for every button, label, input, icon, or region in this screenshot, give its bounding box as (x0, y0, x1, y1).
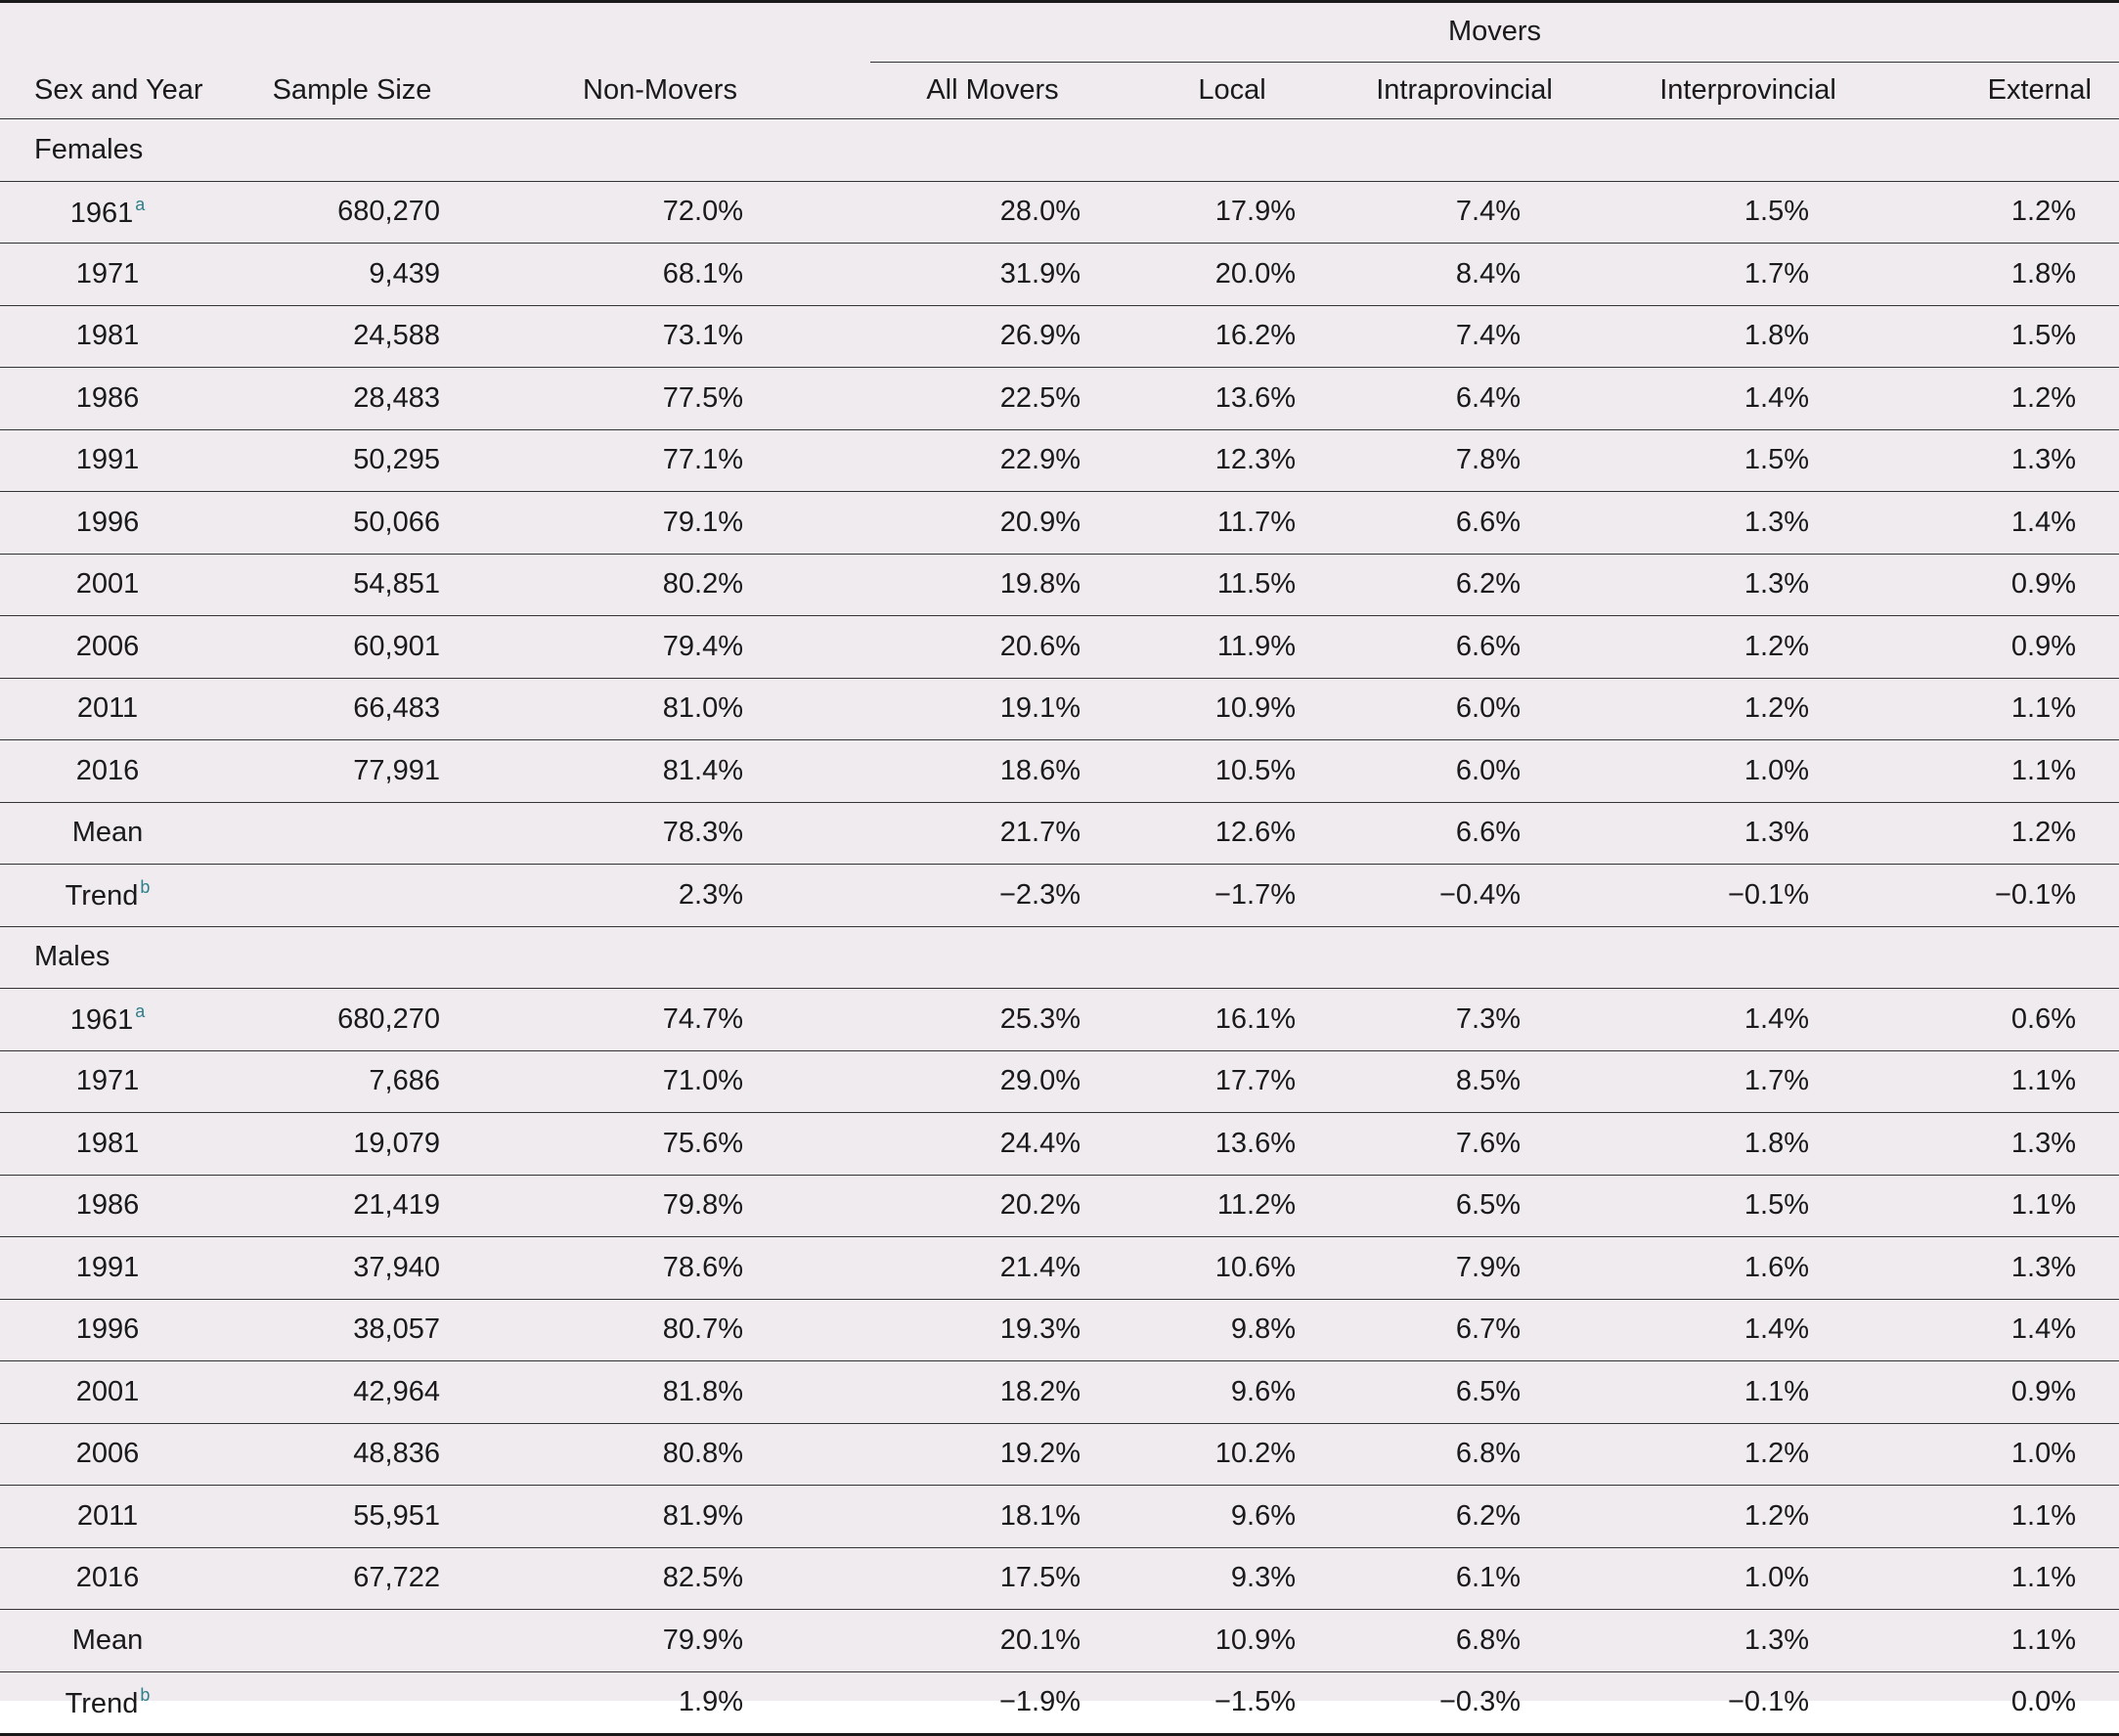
local-cell: 11.2% (1095, 1175, 1330, 1237)
interprovincial-cell: 1.4% (1589, 368, 1897, 430)
sample-size-cell: 24,588 (235, 305, 518, 368)
year-label: Mean (71, 817, 144, 849)
col-header-sample-size: Sample Size (235, 63, 518, 119)
intraprovincial-cell: 6.6% (1330, 802, 1589, 865)
interprovincial-cell: 1.0% (1589, 1547, 1897, 1610)
non-movers-cell: 81.9% (518, 1486, 870, 1548)
table-row (0, 1361, 2119, 1424)
non-movers-cell: 71.0% (518, 1050, 870, 1113)
non-movers-cell: 1.9% (518, 1671, 870, 1735)
year-cell (0, 678, 235, 740)
non-movers-cell: 73.1% (518, 305, 870, 368)
all-movers-cell: 19.3% (870, 1299, 1095, 1361)
local-cell: −1.5% (1095, 1671, 1330, 1735)
sample-size-cell: 28,483 (235, 368, 518, 430)
sample-size-cell: 37,940 (235, 1237, 518, 1300)
table-row (0, 1175, 2119, 1237)
intraprovincial-cell: 6.5% (1330, 1175, 1589, 1237)
intraprovincial-cell: 8.5% (1330, 1050, 1589, 1113)
local-cell: 9.3% (1095, 1547, 1330, 1610)
year-label: 1981 (75, 320, 140, 352)
intraprovincial-cell: 6.7% (1330, 1299, 1589, 1361)
local-cell: 10.2% (1095, 1423, 1330, 1486)
sample-size-cell: 67,722 (235, 1547, 518, 1610)
year-cell (0, 1671, 235, 1735)
year-label: 1971 (75, 257, 140, 289)
year-cell (0, 429, 235, 492)
sample-size-cell: 42,964 (235, 1361, 518, 1424)
all-movers-cell: 18.2% (870, 1361, 1095, 1424)
sample-size-cell: 50,295 (235, 429, 518, 492)
external-cell: 1.1% (1897, 1486, 2119, 1548)
year-label: 1996 (75, 506, 140, 538)
sample-size-cell: 77,991 (235, 740, 518, 803)
col-header-interprovincial: Interprovincial (1589, 63, 1897, 119)
external-cell: 1.1% (1897, 1175, 2119, 1237)
year-label: 1986 (75, 381, 140, 414)
year-label: 2006 (75, 1438, 140, 1470)
year-cell (0, 802, 235, 865)
external-cell: 1.4% (1897, 1299, 2119, 1361)
year-label: 1991 (75, 444, 140, 476)
sample-size-cell: 50,066 (235, 492, 518, 555)
external-cell: 1.1% (1897, 740, 2119, 803)
interprovincial-cell: −0.1% (1589, 1671, 1897, 1735)
sample-size-cell: 9,439 (235, 244, 518, 306)
interprovincial-cell: 1.7% (1589, 1050, 1897, 1113)
intraprovincial-cell: 7.3% (1330, 989, 1589, 1051)
interprovincial-cell: 1.3% (1589, 492, 1897, 555)
year-label: Mean (71, 1624, 144, 1656)
all-movers-cell: 22.5% (870, 368, 1095, 430)
section-row (0, 119, 2119, 182)
footnote-marker[interactable]: a (135, 194, 146, 214)
all-movers-cell: 18.6% (870, 740, 1095, 803)
external-cell: 1.3% (1897, 1237, 2119, 1300)
non-movers-cell: 74.7% (518, 989, 870, 1051)
interprovincial-cell: 1.5% (1589, 429, 1897, 492)
table-row (0, 305, 2119, 368)
col-header-sex-year: Sex and Year (0, 63, 235, 119)
year-label: 2001 (75, 568, 140, 601)
sample-size-cell: 19,079 (235, 1113, 518, 1176)
table-row (0, 181, 2119, 244)
interprovincial-cell: 1.2% (1589, 1486, 1897, 1548)
interprovincial-cell: 1.3% (1589, 802, 1897, 865)
intraprovincial-cell: −0.4% (1330, 865, 1589, 927)
table-row (0, 740, 2119, 803)
local-cell: 11.9% (1095, 616, 1330, 679)
intraprovincial-cell: 7.6% (1330, 1113, 1589, 1176)
non-movers-cell: 78.6% (518, 1237, 870, 1300)
sample-size-cell (235, 1610, 518, 1672)
intraprovincial-cell: 6.8% (1330, 1423, 1589, 1486)
table-row (0, 1237, 2119, 1300)
all-movers-cell: 24.4% (870, 1113, 1095, 1176)
external-cell: 1.2% (1897, 368, 2119, 430)
interprovincial-cell: 1.2% (1589, 678, 1897, 740)
table-row (0, 616, 2119, 679)
year-cell (0, 244, 235, 306)
external-cell: 1.3% (1897, 1113, 2119, 1176)
interprovincial-cell: 1.2% (1589, 616, 1897, 679)
table-row (0, 244, 2119, 306)
intraprovincial-cell: −0.3% (1330, 1671, 1589, 1735)
non-movers-cell: 82.5% (518, 1547, 870, 1610)
non-movers-cell: 78.3% (518, 802, 870, 865)
local-cell: 13.6% (1095, 368, 1330, 430)
interprovincial-cell: 1.1% (1589, 1361, 1897, 1424)
intraprovincial-cell: 7.9% (1330, 1237, 1589, 1300)
all-movers-cell: 19.8% (870, 554, 1095, 616)
year-cell (0, 181, 235, 244)
table-row (0, 802, 2119, 865)
col-header-all-movers: All Movers (870, 63, 1095, 119)
table-row (0, 492, 2119, 555)
footnote-marker[interactable]: b (140, 1684, 151, 1705)
sample-size-cell: 38,057 (235, 1299, 518, 1361)
intraprovincial-cell: 6.2% (1330, 1486, 1589, 1548)
sample-size-cell: 48,836 (235, 1423, 518, 1486)
external-cell: 0.9% (1897, 616, 2119, 679)
sample-size-cell (235, 1671, 518, 1735)
intraprovincial-cell: 7.8% (1330, 429, 1589, 492)
local-cell: 12.6% (1095, 802, 1330, 865)
external-cell: 0.6% (1897, 989, 2119, 1051)
table-body (0, 119, 2119, 1735)
year-label: 2001 (75, 1375, 140, 1407)
year-label: Trend (65, 1687, 139, 1719)
year-cell (0, 616, 235, 679)
all-movers-cell: 19.2% (870, 1423, 1095, 1486)
year-cell (0, 1113, 235, 1176)
local-cell: 16.2% (1095, 305, 1330, 368)
interprovincial-cell: 1.0% (1589, 740, 1897, 803)
interprovincial-cell: 1.5% (1589, 181, 1897, 244)
intraprovincial-cell: 6.8% (1330, 1610, 1589, 1672)
all-movers-cell: 17.5% (870, 1547, 1095, 1610)
non-movers-cell: 80.8% (518, 1423, 870, 1486)
external-cell: 1.0% (1897, 1423, 2119, 1486)
external-cell: 1.8% (1897, 244, 2119, 306)
header-spacer (0, 2, 870, 63)
local-cell: 10.9% (1095, 678, 1330, 740)
year-label: 2011 (76, 692, 139, 725)
non-movers-cell: 77.5% (518, 368, 870, 430)
year-cell (0, 1237, 235, 1300)
sample-size-cell: 66,483 (235, 678, 518, 740)
all-movers-cell: 31.9% (870, 244, 1095, 306)
external-cell: 1.1% (1897, 1050, 2119, 1113)
local-cell: 16.1% (1095, 989, 1330, 1051)
footnote-marker[interactable]: b (140, 877, 151, 898)
interprovincial-cell: 1.2% (1589, 1423, 1897, 1486)
external-cell: 1.1% (1897, 678, 2119, 740)
all-movers-cell: 25.3% (870, 989, 1095, 1051)
sample-size-cell: 54,851 (235, 554, 518, 616)
table-row (0, 554, 2119, 616)
external-cell: 0.9% (1897, 554, 2119, 616)
sample-size-cell (235, 865, 518, 927)
year-cell (0, 989, 235, 1051)
all-movers-cell: 20.6% (870, 616, 1095, 679)
intraprovincial-cell: 6.1% (1330, 1547, 1589, 1610)
external-cell: 0.9% (1897, 1361, 2119, 1424)
non-movers-cell: 79.9% (518, 1610, 870, 1672)
year-label: 1996 (75, 1313, 140, 1346)
interprovincial-cell: 1.6% (1589, 1237, 1897, 1300)
all-movers-cell: −1.9% (870, 1671, 1095, 1735)
local-cell: 10.5% (1095, 740, 1330, 803)
interprovincial-cell: 1.5% (1589, 1175, 1897, 1237)
local-cell: −1.7% (1095, 865, 1330, 927)
year-label: 1981 (75, 1127, 140, 1159)
non-movers-cell: 80.7% (518, 1299, 870, 1361)
all-movers-cell: 19.1% (870, 678, 1095, 740)
external-cell: 0.0% (1897, 1671, 2119, 1735)
sample-size-cell: 21,419 (235, 1175, 518, 1237)
section-row (0, 926, 2119, 989)
all-movers-cell: 20.2% (870, 1175, 1095, 1237)
year-cell (0, 1050, 235, 1113)
table-row (0, 1486, 2119, 1548)
sample-size-cell: 60,901 (235, 616, 518, 679)
col-header-local: Local (1095, 63, 1330, 119)
interprovincial-cell: 1.3% (1589, 554, 1897, 616)
all-movers-cell: 18.1% (870, 1486, 1095, 1548)
year-cell (0, 1175, 235, 1237)
local-cell: 9.6% (1095, 1361, 1330, 1424)
year-label: 1991 (75, 1251, 140, 1283)
interprovincial-cell: 1.8% (1589, 1113, 1897, 1176)
non-movers-cell: 81.4% (518, 740, 870, 803)
all-movers-cell: 21.4% (870, 1237, 1095, 1300)
year-cell (0, 305, 235, 368)
col-header-intraprovincial: Intraprovincial (1330, 63, 1589, 119)
sample-size-cell: 7,686 (235, 1050, 518, 1113)
section-title: Females (0, 119, 2119, 182)
table-row (0, 1547, 2119, 1610)
year-label: Trend (65, 880, 139, 913)
all-movers-cell: −2.3% (870, 865, 1095, 927)
local-cell: 10.6% (1095, 1237, 1330, 1300)
all-movers-cell: 20.1% (870, 1610, 1095, 1672)
col-header-non-movers: Non-Movers (518, 63, 870, 119)
external-cell: 1.2% (1897, 181, 2119, 244)
non-movers-cell: 2.3% (518, 865, 870, 927)
year-cell (0, 1547, 235, 1610)
non-movers-cell: 81.0% (518, 678, 870, 740)
intraprovincial-cell: 6.5% (1330, 1361, 1589, 1424)
year-cell (0, 1486, 235, 1548)
sample-size-cell (235, 802, 518, 865)
year-cell (0, 554, 235, 616)
movers-group-label: Movers (1447, 16, 1542, 47)
table-row (0, 368, 2119, 430)
non-movers-cell: 81.8% (518, 1361, 870, 1424)
sample-size-cell: 680,270 (235, 181, 518, 244)
table-row (0, 1050, 2119, 1113)
interprovincial-cell: 1.4% (1589, 989, 1897, 1051)
all-movers-cell: 21.7% (870, 802, 1095, 865)
intraprovincial-cell: 6.6% (1330, 492, 1589, 555)
external-cell: −0.1% (1897, 865, 2119, 927)
all-movers-cell: 26.9% (870, 305, 1095, 368)
interprovincial-cell: −0.1% (1589, 865, 1897, 927)
year-cell (0, 368, 235, 430)
non-movers-cell: 80.2% (518, 554, 870, 616)
col-header-external: External (1897, 63, 2119, 119)
external-cell: 1.4% (1897, 492, 2119, 555)
external-cell: 1.1% (1897, 1610, 2119, 1672)
sample-size-cell: 55,951 (235, 1486, 518, 1548)
table-row (0, 1113, 2119, 1176)
year-cell (0, 740, 235, 803)
year-label: 1961 (69, 197, 134, 229)
movers-group-header (870, 2, 2119, 63)
table-row (0, 1610, 2119, 1672)
section-title: Males (0, 926, 2119, 989)
table-row (0, 989, 2119, 1051)
local-cell: 11.5% (1095, 554, 1330, 616)
intraprovincial-cell: 6.0% (1330, 740, 1589, 803)
local-cell: 17.9% (1095, 181, 1330, 244)
year-label: 2016 (75, 1562, 140, 1594)
local-cell: 20.0% (1095, 244, 1330, 306)
non-movers-cell: 75.6% (518, 1113, 870, 1176)
external-cell: 1.3% (1897, 429, 2119, 492)
non-movers-cell: 79.1% (518, 492, 870, 555)
non-movers-cell: 68.1% (518, 244, 870, 306)
intraprovincial-cell: 7.4% (1330, 181, 1589, 244)
local-cell: 9.8% (1095, 1299, 1330, 1361)
local-cell: 9.6% (1095, 1486, 1330, 1548)
interprovincial-cell: 1.7% (1589, 244, 1897, 306)
all-movers-cell: 22.9% (870, 429, 1095, 492)
intraprovincial-cell: 7.4% (1330, 305, 1589, 368)
all-movers-cell: 29.0% (870, 1050, 1095, 1113)
intraprovincial-cell: 8.4% (1330, 244, 1589, 306)
year-label: 2006 (75, 630, 140, 662)
year-label: 1986 (75, 1189, 140, 1222)
all-movers-cell: 28.0% (870, 181, 1095, 244)
year-label: 2016 (75, 754, 140, 786)
sample-size-cell: 680,270 (235, 989, 518, 1051)
local-cell: 12.3% (1095, 429, 1330, 492)
table-header (0, 2, 2119, 119)
intraprovincial-cell: 6.2% (1330, 554, 1589, 616)
year-label: 1961 (69, 1004, 134, 1037)
year-cell (0, 1610, 235, 1672)
interprovincial-cell: 1.8% (1589, 305, 1897, 368)
interprovincial-cell: 1.4% (1589, 1299, 1897, 1361)
year-cell (0, 1423, 235, 1486)
table-row (0, 1671, 2119, 1735)
table-row (0, 865, 2119, 927)
table-row (0, 1423, 2119, 1486)
non-movers-cell: 72.0% (518, 181, 870, 244)
local-cell: 10.9% (1095, 1610, 1330, 1672)
all-movers-cell: 20.9% (870, 492, 1095, 555)
non-movers-cell: 79.4% (518, 616, 870, 679)
year-label: 1971 (75, 1065, 140, 1097)
local-cell: 17.7% (1095, 1050, 1330, 1113)
year-label: 2011 (76, 1499, 139, 1532)
external-cell: 1.1% (1897, 1547, 2119, 1610)
interprovincial-cell: 1.3% (1589, 1610, 1897, 1672)
footnote-marker[interactable]: a (135, 1002, 146, 1022)
year-cell (0, 492, 235, 555)
intraprovincial-cell: 6.6% (1330, 616, 1589, 679)
local-cell: 13.6% (1095, 1113, 1330, 1176)
external-cell: 1.2% (1897, 802, 2119, 865)
table-row (0, 429, 2119, 492)
non-movers-cell: 79.8% (518, 1175, 870, 1237)
local-cell: 11.7% (1095, 492, 1330, 555)
intraprovincial-cell: 6.0% (1330, 678, 1589, 740)
year-cell (0, 1361, 235, 1424)
year-cell (0, 1299, 235, 1361)
external-cell: 1.5% (1897, 305, 2119, 368)
non-movers-cell: 77.1% (518, 429, 870, 492)
table-row (0, 678, 2119, 740)
table-row (0, 1299, 2119, 1361)
year-cell (0, 865, 235, 927)
intraprovincial-cell: 6.4% (1330, 368, 1589, 430)
